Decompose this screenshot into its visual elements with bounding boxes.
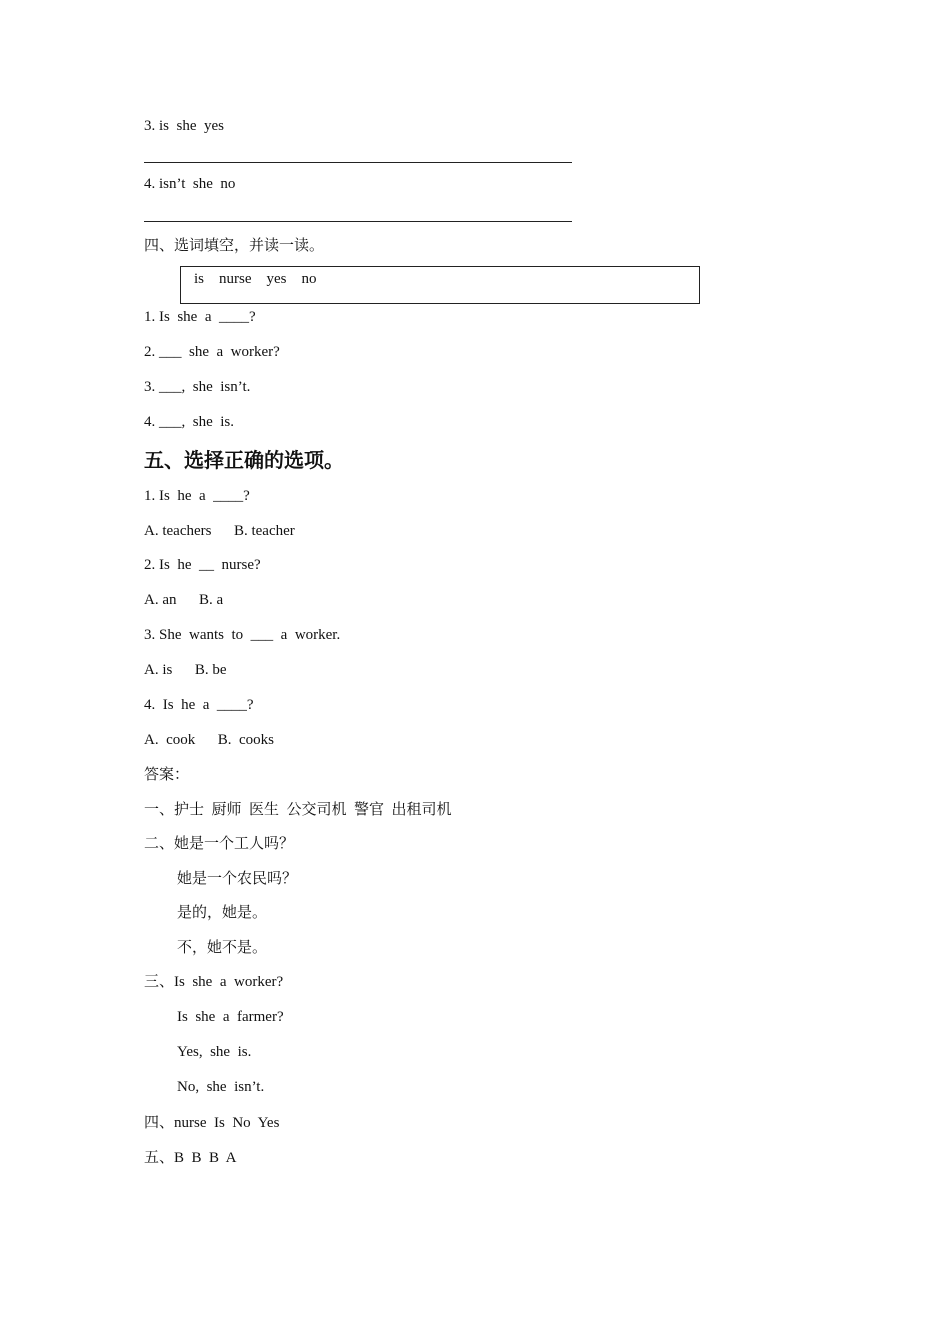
answers-label: 答案：	[144, 767, 190, 783]
section3-question-4: 4. isn’t she no	[144, 176, 236, 192]
section4-question-1: 1. Is she a ____?	[144, 309, 256, 325]
section4-heading: 四、选词填空，并读一读。	[144, 238, 325, 254]
section4-question-3: 3. ___, she isn’t.	[144, 379, 251, 395]
answer-section-3-line-2: Is she a farmer?	[177, 1009, 284, 1025]
section5-question-3: 3. She wants to ___ a worker.	[144, 627, 341, 643]
answer-section-2-line-4: 不，她不是。	[177, 940, 268, 956]
section5-options-1: A. teachers B. teacher	[144, 523, 295, 539]
answer-line-3	[144, 162, 572, 163]
section5-question-2: 2. Is he __ nurse?	[144, 557, 261, 573]
answer-section-2-line-2: 她是一个农民吗？	[177, 871, 298, 887]
word-bank-box	[180, 266, 700, 304]
section4-question-4: 4. ___, she is.	[144, 414, 234, 430]
answer-section-2-line-1: 二、她是一个工人吗？	[144, 836, 295, 852]
section5-options-3: A. is B. be	[144, 662, 227, 678]
section5-options-2: A. an B. a	[144, 592, 224, 608]
section5-question-4: 4. Is he a ____?	[144, 697, 254, 713]
section5-options-4: A. cook B. cooks	[144, 732, 274, 748]
section5-heading: 五、选择正确的选项。	[144, 448, 344, 472]
answer-section-1: 一、护士 厨师 医生 公交司机 警官 出租司机	[144, 802, 452, 818]
answer-section-3-line-4: No, she isn’t.	[177, 1079, 265, 1095]
answer-section-3-line-3: Yes, she is.	[177, 1044, 252, 1060]
answer-line-4	[144, 221, 572, 222]
answer-section-2-line-3: 是的，她是。	[177, 905, 268, 921]
section5-question-1: 1. Is he a ____?	[144, 488, 250, 504]
answer-section-5: 五、B B B A	[144, 1150, 237, 1166]
section4-question-2: 2. ___ she a worker?	[144, 344, 280, 360]
section3-question-3: 3. is she yes	[144, 118, 224, 134]
answer-section-3-line-1: 三、Is she a worker?	[144, 974, 284, 990]
answer-section-4: 四、nurse Is No Yes	[144, 1115, 280, 1131]
word-bank-words: is nurse yes no	[194, 271, 317, 287]
